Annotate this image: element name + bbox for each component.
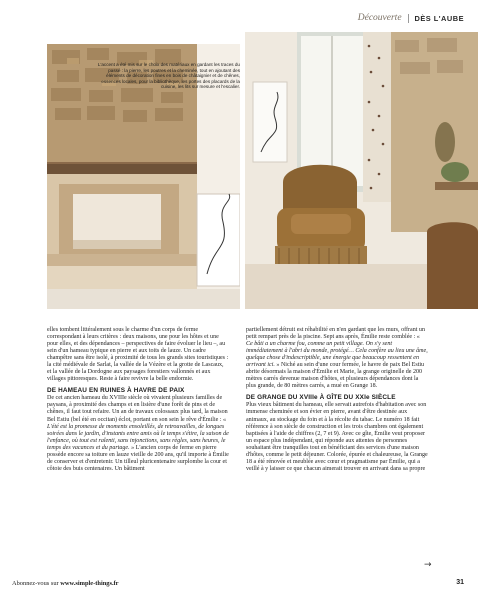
article-column-right: [246, 327, 428, 473]
section-header: [358, 11, 464, 25]
article-title: DÈS L'AUBE: [414, 13, 464, 23]
section-label: Découverte: [357, 13, 402, 23]
paragraph: De cet ancien hameau du XVIIIe siècle où vivaient plusieurs familles de paysans, à proximité des champs et en lisière d'une forêt de pins et de chênes, il faut tout refaire. Un an de travaux colossaux plus tard, la maison Bel Estiu (bel été en occitan) éclot, portant en son sein le rêve d'Émilie : « L'été est la promesse de moments ensoleillés, de retrouvailles, de longues soirées dans le jardin, d'instants entre amis où le temps s'étire, la saison de l'enfance, où tout est ralenti, sans injonctions, sans règles, sans heures, le temps des vacances et du partage. » L'ancien corps de ferme en pierre possède encore sa toiture en lauze vieille de 200 ans, qu'il importe à Émilie de conserver et d'entretenir. Un tilleul pluricentenaire surplombe la cour et côtoie des buis centenaires. Un bâtiment: [47, 395, 229, 472]
subscribe-prefix: Abonnez-vous sur: [12, 580, 59, 587]
paragraph: elles tombent littéralement sous le charme d'un corps de ferme correspondant à leurs critères : deux maisons, une pour les hôtes et une pour elles, et des dépendances – perspectives de faire évoluer le lieu –, au sein d'un hameau typique en pierre et aux toits de lauze. Un cadre champêtre sans être isolé, à proximité de tous les grands sites touristiques : la cité médiévale de Sarlat, la vallée de la Vézère et la grotte de Lascaux, et la vallée de la Dordogne aux paysages forestiers vallonnés et aux villages pittoresques. Reste à faire revivre la belle endormie.: [47, 327, 229, 383]
armchair-photo: [245, 32, 478, 309]
paragraph: partiellement détruit est réhabilité en n'en gardant que les murs, offrant un petit rempart près de la piscine. Sept ans après, Émilie reste comblée : « Ce bâti a un charme fou, comme un petit village. On s'y sent immédiatement à l'abri du monde, protégé… Cela confère au lieu une âme, quelque chose d'indescriptible, une énergie que beaucoup ressentent en arrivant ici. » Niché au sein d'une cour fermée, le havre de paix Bel Estiu abrite désormais la maison d'Émilie et Marie, la grange originelle de 200 mètres carrés devenue maison d'hôtes, et plusieurs dépendances dont la plus grande, de 80 mètres carrés, a mué en Grange 18.: [246, 327, 428, 390]
subheading: DE GRANGE DU XVIIIe À GÎTE DU XXIe SIÈCLE: [246, 394, 396, 402]
page-number: 31: [456, 579, 464, 586]
subscribe-footer: [12, 580, 119, 587]
subheading: DE HAMEAU EN RUINES À HAVRE DE PAIX: [47, 387, 185, 395]
subscribe-link[interactable]: www.simple-things.fr: [60, 580, 119, 587]
article-column-left: [47, 327, 229, 473]
paragraph: Plus vieux bâtiment du hameau, elle servait autrefois d'habitation avec son immense cheminée et son évier en pierre, avant d'être destinée aux animaux, au stockage du foin et à la récolte du tabac. Le numéro 18 fait référence à son siècle de construction et les trois chambres ont également baptisées à l'aide de chiffres (2, 7 et 9). Avec ce gîte, Émilie veut proposer un espace plus indépendant, qui réponde aux attentes de personnes souhaitant être tranquilles tout en bénéficiant des services d'une maison d'hôtes, comme le petit déjeuner. Colorée, épurée et chaleureuse, la Grange 18 a été rénovée et meublée avec cœur et pragmatisme par Émilie, qui a veillé à y laisser ce que chacun aimerait trouver en arrivant dans sa propre: [246, 402, 428, 472]
continue-arrow-icon: →: [424, 560, 432, 570]
header-divider: [408, 14, 409, 23]
photo-caption: L'accent a été mis sur le choix des matériaux en gardant les traces du passé : la pierre, les poutres et la cheminée, tout en ajoutant des éléments de décoration fines en bois de châtaignier et de chênes, essences locales, pour la bibliothèque, les portes des placards de la cuisine, les lits sur mesure et l'escalier.: [97, 62, 240, 90]
